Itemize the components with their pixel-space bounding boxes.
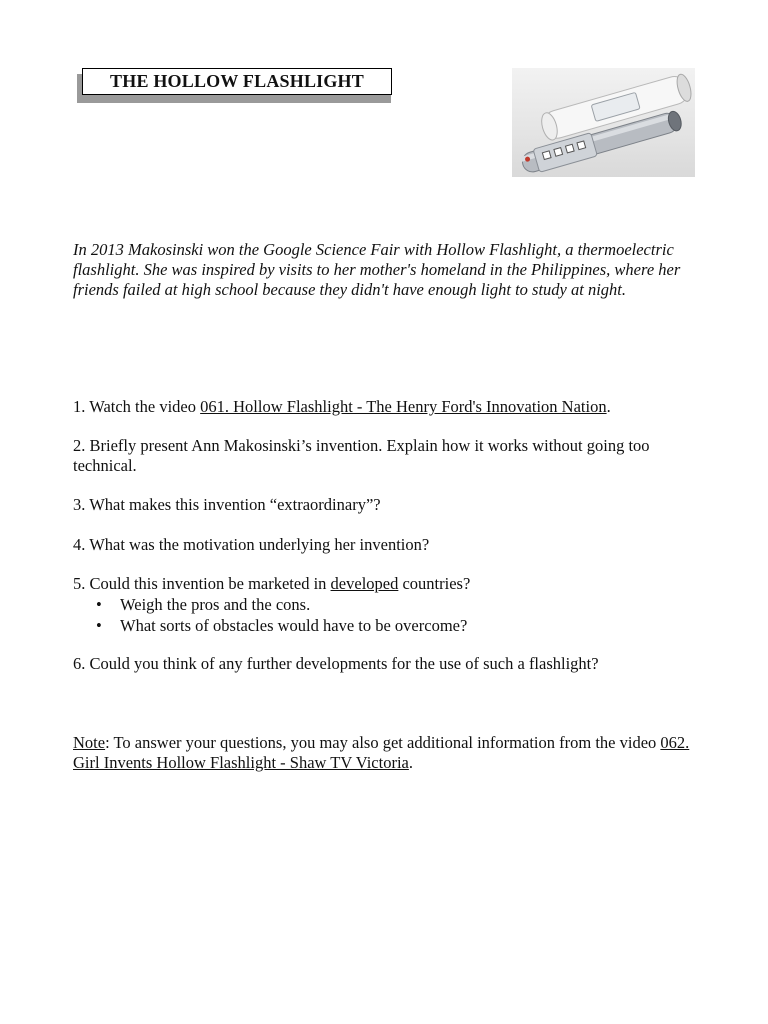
question-5-suffix: countries? — [398, 574, 471, 593]
bullet-icon: • — [96, 616, 102, 635]
question-5-underlined-word: developed — [330, 574, 399, 593]
note-label: Note — [73, 733, 106, 752]
bullet-text: Weigh the pros and the cons. — [120, 595, 311, 614]
list-item — [96, 615, 467, 636]
note-text: : To answer your questions, you may also get additional information from the video — [105, 733, 661, 752]
question-5-bullets — [96, 594, 467, 636]
flashlight-photo — [512, 68, 695, 177]
question-1 — [73, 397, 693, 417]
video-link-061[interactable]: 061. Hollow Flashlight - The Henry Ford's Innovation Nation — [200, 397, 607, 416]
question-5 — [73, 574, 693, 594]
page-title: THE HOLLOW FLASHLIGHT — [82, 68, 392, 95]
question-5-text: 5. Could this invention be marketed in — [73, 574, 331, 593]
intro-paragraph: In 2013 Makosinski won the Google Science Fair with Hollow Flashlight, a thermoelectric flashlight. She was inspired by visits to her mother's homeland in the Philippines, where her friends failed at high school because they didn't have enough light to study at night. — [73, 240, 681, 299]
question-1-text: 1. Watch the video — [73, 397, 201, 416]
list-item — [96, 594, 467, 615]
question-2: 2. Briefly present Ann Makosinski’s invention. Explain how it works without going too technical. — [73, 436, 650, 475]
bullet-text: What sorts of obstacles would have to be overcome? — [120, 616, 468, 635]
question-6: 6. Could you think of any further developments for the use of such a flashlight? — [73, 654, 599, 673]
question-3: 3. What makes this invention “extraordinary”? — [73, 495, 381, 514]
note-suffix: . — [408, 753, 413, 772]
video-link-062[interactable]: 062. Girl Invents Hollow Flashlight - Shaw TV Victoria — [73, 733, 690, 772]
flashlight-illustration — [512, 68, 695, 177]
question-1-suffix: . — [606, 397, 611, 416]
note-paragraph — [73, 733, 693, 773]
question-4: 4. What was the motivation underlying her invention? — [73, 535, 430, 554]
bullet-icon: • — [96, 595, 102, 614]
title-banner — [77, 68, 387, 95]
